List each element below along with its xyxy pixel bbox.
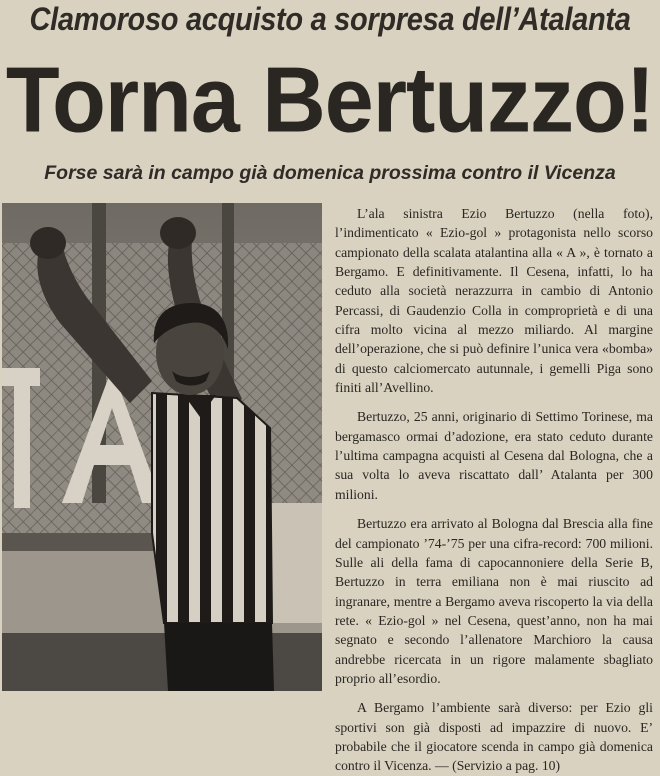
article-paragraph: Bertuzzo era arrivato al Bologna dal Brescia alla fine del campionato ’74-’75 per una cifra-record: 700 milioni. Sulle ali della fama di capocannoniere della Serie B, Bertuzzo in terra emiliana non è mai riuscito ad ingranare, mentre a Bergamo aveva riscoperto la via della rete. « Ezio-gol » nel Cesena, quest’anno, non ha mai segnato e secondo l’allenatore Marchioro la causa andrebbe ricercata in un rigore malamente sbagliato proprio all’esordio. — [335, 516, 653, 686]
subhead: Forse sarà in campo già domenica prossima contro il Vicenza — [44, 162, 616, 184]
headline: Torna Bertuzzo! — [5, 47, 655, 152]
article-paragraph: A Bergamo l’ambiente sarà diverso: per Ezio gli sportivi son già disposti ad impazzire di nuovo. E’ probabile che il giocatore scenda in campo già domenica contro il Vicenza. — (Servizio a pag. 10) — [335, 700, 653, 774]
player-photo — [2, 203, 322, 691]
kicker: Clamoroso acquisto a sorpresa dell’Atalanta — [29, 2, 631, 38]
article-paragraph: L’ala sinistra Ezio Bertuzzo (nella foto), l’indimenticato « Ezio-gol » protagonista nello scorso campionato della scalata atalantina alla « A », è tornato a Bergamo. E definitivamente. Il Cesena, infatti, lo ha ceduto alla società nerazzurra in cambio di Antonio Percassi, di Gaudenzio Colla in comproprietà e di una cifra molto vicina al mezzo miliardo. Al margine dell’operazione, che si può definire l’unica vera «bomba» di questo calciomercato autunnale, i gemelli Piga sono finiti all’Avellino. — [335, 206, 653, 396]
article-paragraph: Bertuzzo, 25 anni, originario di Settimo Torinese, ma bergamasco ormai d’adozione, era stato ceduto durante l’ultima campagna acquisti al Cesena dal Bologna, che a sua volta lo aveva riscattato dall’ Atalanta per 300 milioni. — [335, 409, 653, 502]
article-body — [335, 204, 653, 776]
